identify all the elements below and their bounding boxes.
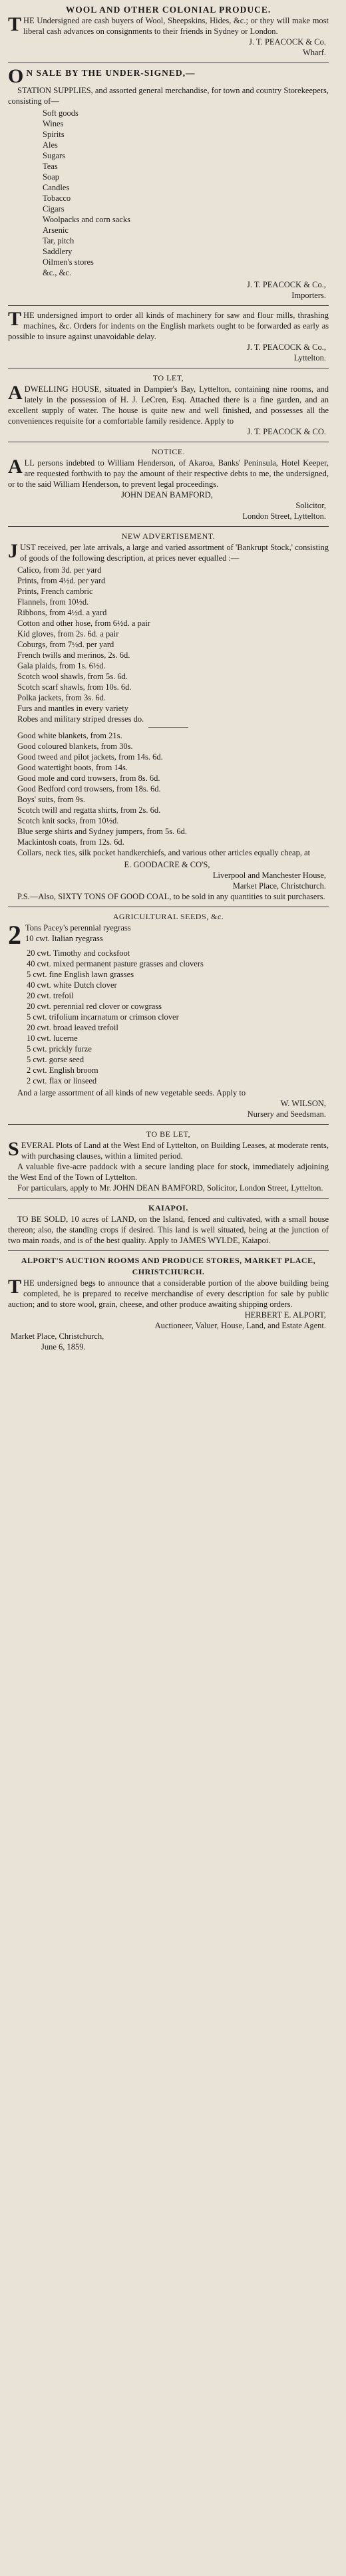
list-item: Cotton and other hose, from 6½d. a pair (17, 619, 150, 628)
list-item: 5 cwt. fine English lawn grasses (27, 970, 134, 979)
postscript: P.S.—Also, SIXTY TONS OF GOOD COAL, to be sold in any quantities to suit purchasers. (17, 892, 325, 901)
list-item: 40 cwt. mixed permanent pasture grasses and clovers (27, 959, 204, 968)
drop-cap: A (8, 382, 23, 404)
list-item: 5 cwt. trifolium incarnatum or crimson clover (27, 1012, 179, 1022)
signature-title: Auctioneer, Valuer, House, Land, and Estate Agent. (154, 1321, 326, 1330)
list-item: Kid gloves, from 2s. 6d. a pair (17, 629, 119, 639)
drop-cap: S (8, 1138, 19, 1160)
list-item: Furs and mantles in every variety (17, 704, 128, 713)
ad-body: HE undersigned begs to announce that a considerable portion of the above building being completed, he is prepared to receive merchandise of every description for sale by public auction; and to store wool, grain, cheese, and other produce awaiting shipping orders. (8, 1278, 329, 1309)
ad-intro: UST received, per late arrivals, a large and varied assortment of 'Bankrupt Stock,' consisting of goods of the following description, at prices never equalled :— (20, 543, 329, 563)
signature-address: Liverpool and Manchester House, (212, 871, 326, 880)
list-item: Robes and military striped dresses do. (17, 714, 144, 724)
list-item: Calico, from 3d. per yard (17, 565, 102, 575)
ad-body: And a large assortment of all kinds of new vegetable seeds. Apply to (17, 1088, 246, 1097)
list-item: Scotch knit socks, from 10½d. (17, 816, 119, 825)
list-item: Soft goods (43, 108, 79, 118)
list-item: Coburgs, from 7½d. per yard (17, 640, 114, 649)
goods-list (8, 108, 329, 278)
list-item: Woolpacks and corn sacks (43, 215, 130, 224)
list-item: Saddlery (43, 247, 73, 256)
ad-heading: KAIAPOI. (148, 1203, 188, 1213)
signature-address: Market Place, Christchurch, (11, 1332, 104, 1341)
list-item: Scotch wool shawls, from 5s. 6d. (17, 672, 128, 681)
list-item: Gala plaids, from 1s. 6½d. (17, 661, 106, 670)
list-item: 5 cwt. prickly furze (27, 1044, 92, 1054)
list-item: 2 cwt. English broom (27, 1066, 98, 1075)
signature: J. T. PEACOCK & Co., (246, 343, 326, 352)
list-item: 20 cwt. Timothy and cocksfoot (27, 948, 130, 958)
ad-new-advertisement (8, 527, 329, 907)
signature-title: Solicitor, (295, 501, 326, 510)
ad-heading: TO LET, (152, 373, 184, 382)
ad-alport-auction (8, 1251, 329, 1357)
list-item: Spirits (43, 130, 65, 139)
drop-cap: J (8, 540, 18, 562)
list-item: 20 cwt. broad leaved trefoil (27, 1023, 118, 1032)
list-item: Good watertight boots, from 14s. (17, 763, 128, 772)
ad-body: A valuable five-acre paddock with a secure landing place for stock, immediately adjoining the West End of the Town of Lyttelton. (8, 1162, 329, 1182)
seed-list (8, 948, 329, 1086)
list-item: Soap (43, 172, 59, 182)
drop-cap: T (8, 13, 22, 35)
list-item: Mackintosh coats, from 12s. 6d. (17, 837, 124, 847)
ad-notice (8, 442, 329, 527)
ad-body: TO BE SOLD, 10 acres of LAND, on the Island, fenced and cultivated, with a small house thereon; also, the standing crops if desired. This land is well situated, being at the junction of two main roads, and is of the best quality. Apply to JAMES WYLDE, Kaiapoi. (8, 1215, 329, 1245)
ad-date: June 6, 1859. (41, 1342, 86, 1352)
list-item: Wines (43, 119, 64, 128)
list-item: French twills and merinos, 2s. 6d. (17, 650, 130, 660)
list-item: Good mole and cord trowsers, from 8s. 6d. (17, 774, 160, 783)
list-item: Scotch scarf shawls, from 10s. 6d. (17, 682, 132, 692)
drop-cap: O (8, 65, 25, 87)
signature-place: Importers. (291, 291, 326, 300)
signature: E. GOODACRE & CO'S, (124, 860, 210, 869)
ad-wool-produce (8, 0, 329, 63)
list-item: Ribbons, from 4½d. a yard (17, 608, 107, 617)
ad-heading: NEW ADVERTISEMENT. (121, 531, 216, 541)
ad-body: For particulars, apply to Mr. JOHN DEAN BAMFORD, Solicitor, London Street, Lyttelton. (17, 1183, 323, 1193)
list-item: Polka jackets, from 3s. 6d. (17, 693, 106, 702)
ad-to-let-land (8, 1125, 329, 1199)
list-item: &c., &c. (43, 268, 72, 277)
big-numeral: 2 (8, 920, 21, 950)
signature: J. T. PEACOCK & Co. (249, 37, 326, 47)
list-item: Prints, French cambric (17, 587, 93, 596)
ad-body: HE Undersigned are cash buyers of Wool, Sheepskins, Hides, &c.; or they will make most liberal cash advances on consignments to their friends in Sydney or London. (23, 16, 329, 36)
ad-heading: ALPORT'S AUCTION ROOMS AND PRODUCE STORES, MARKET PLACE, CHRISTCHURCH. (21, 1256, 316, 1276)
drop-cap: T (8, 308, 22, 330)
seed-line: 10 cwt. Italian ryegrass (25, 934, 103, 943)
list-item: Candles (43, 183, 70, 192)
list-item: 5 cwt. gorse seed (27, 1055, 85, 1064)
ad-body: EVERAL Plots of Land at the West End of Lyttelton, on Building Leases, at moderate rents, with purchasing clauses, within a limited period. (21, 1141, 329, 1161)
signature-address: Market Place, Christchurch. (232, 881, 326, 891)
ad-heading: WOOL AND OTHER COLONIAL PRODUCE. (65, 5, 271, 15)
list-item: Blue serge shirts and Sydney jumpers, from 5s. 6d. (17, 827, 187, 836)
list-item: Tobacco (43, 194, 71, 203)
drop-cap: A (8, 456, 23, 478)
signature: J. T. PEACOCK & Co., (246, 280, 326, 289)
ad-body: HE undersigned import to order all kinds of machinery for saw and flour mills, thrashing machines, &c. Orders for indents on the English markets ought to be forwarded as early as possible to insure against unavoidable delay. (8, 311, 329, 341)
ad-heading: TO BE LET, (146, 1129, 191, 1139)
ad-on-sale (8, 63, 329, 306)
list-item: Good white blankets, from 21s. (17, 731, 122, 740)
signature-place: Lyttelton. (293, 353, 326, 362)
ad-machinery (8, 306, 329, 368)
list-item: Arsenic (43, 225, 69, 235)
list-item: Collars, neck ties, silk pocket handkerchiefs, and various other articles equally cheap, at (17, 848, 311, 857)
list-item: Flannels, from 10½d. (17, 597, 89, 607)
signature-title: Nursery and Seedsman. (247, 1109, 326, 1119)
list-item: Sugars (43, 151, 66, 160)
list-item: Ales (43, 140, 58, 150)
list-item: Prints, from 4½d. per yard (17, 576, 106, 585)
seed-line: Tons Pacey's perennial ryegrass (25, 923, 131, 932)
ad-to-let-house (8, 368, 329, 442)
ad-intro: STATION SUPPLIES, and assorted general merchandise, for town and country Storekeepers, consisting of— (8, 86, 329, 106)
signature-address: London Street, Lyttelton. (242, 511, 326, 521)
list-item: Scotch twill and regatta shirts, from 2s. 6d. (17, 805, 161, 815)
list-item: Good Bedford cord trowsers, from 18s. 6d. (17, 784, 161, 793)
list-item: Tar, pitch (43, 236, 75, 245)
list-item: Cigars (43, 204, 65, 214)
ad-kaiapoi (8, 1199, 329, 1251)
list-item: Oilmen's stores (43, 257, 94, 267)
ad-heading: NOTICE. (151, 447, 186, 456)
list-item: 10 cwt. lucerne (27, 1034, 78, 1043)
goods-list (8, 565, 329, 724)
goods-list (8, 730, 329, 858)
ad-agricultural-seeds (8, 907, 329, 1125)
list-item: 20 cwt. perennial red clover or cowgrass (27, 1002, 162, 1011)
list-item: Boys' suits, from 9s. (17, 795, 85, 804)
list-item: 20 cwt. trefoil (27, 991, 74, 1000)
signature-place: Wharf. (302, 48, 326, 57)
ad-body: LL persons indebted to William Henderson, of Akaroa, Banks' Peninsula, Hotel Keeper, are requested forthwith to pay the amount of their respective debts to me, the undersigned, or to the said William Henderson, to prevent legal proceedings. (8, 458, 329, 489)
ad-heading: N SALE BY THE UNDER-SIGNED,— (26, 68, 196, 78)
signature: JOHN DEAN BAMFORD, (121, 490, 213, 500)
signature: W. WILSON, (280, 1099, 326, 1108)
ad-body: DWELLING HOUSE, situated in Dampier's Bay, Lyttelton, containing nine rooms, and lately in the possession of H. J. LeCren, Esq. Attached there is a fine garden, and an excellent supply of water. The house is quite new and well finished, and possesses all the conveniences requisite for a comfortable family residence. Apply to (8, 384, 329, 426)
signature: J. T. PEACOCK & CO. (247, 427, 326, 436)
divider (148, 727, 188, 728)
list-item: 40 cwt. white Dutch clover (27, 980, 117, 990)
list-item: Good tweed and pilot jackets, from 14s. 6d. (17, 752, 163, 762)
ad-heading: AGRICULTURAL SEEDS, &c. (112, 912, 224, 921)
list-item: Good coloured blankets, from 30s. (17, 742, 133, 751)
list-item: 2 cwt. flax or linseed (27, 1076, 97, 1085)
list-item: Teas (43, 162, 58, 171)
drop-cap: T (8, 1276, 22, 1298)
signature: HERBERT E. ALPORT, (244, 1310, 326, 1320)
